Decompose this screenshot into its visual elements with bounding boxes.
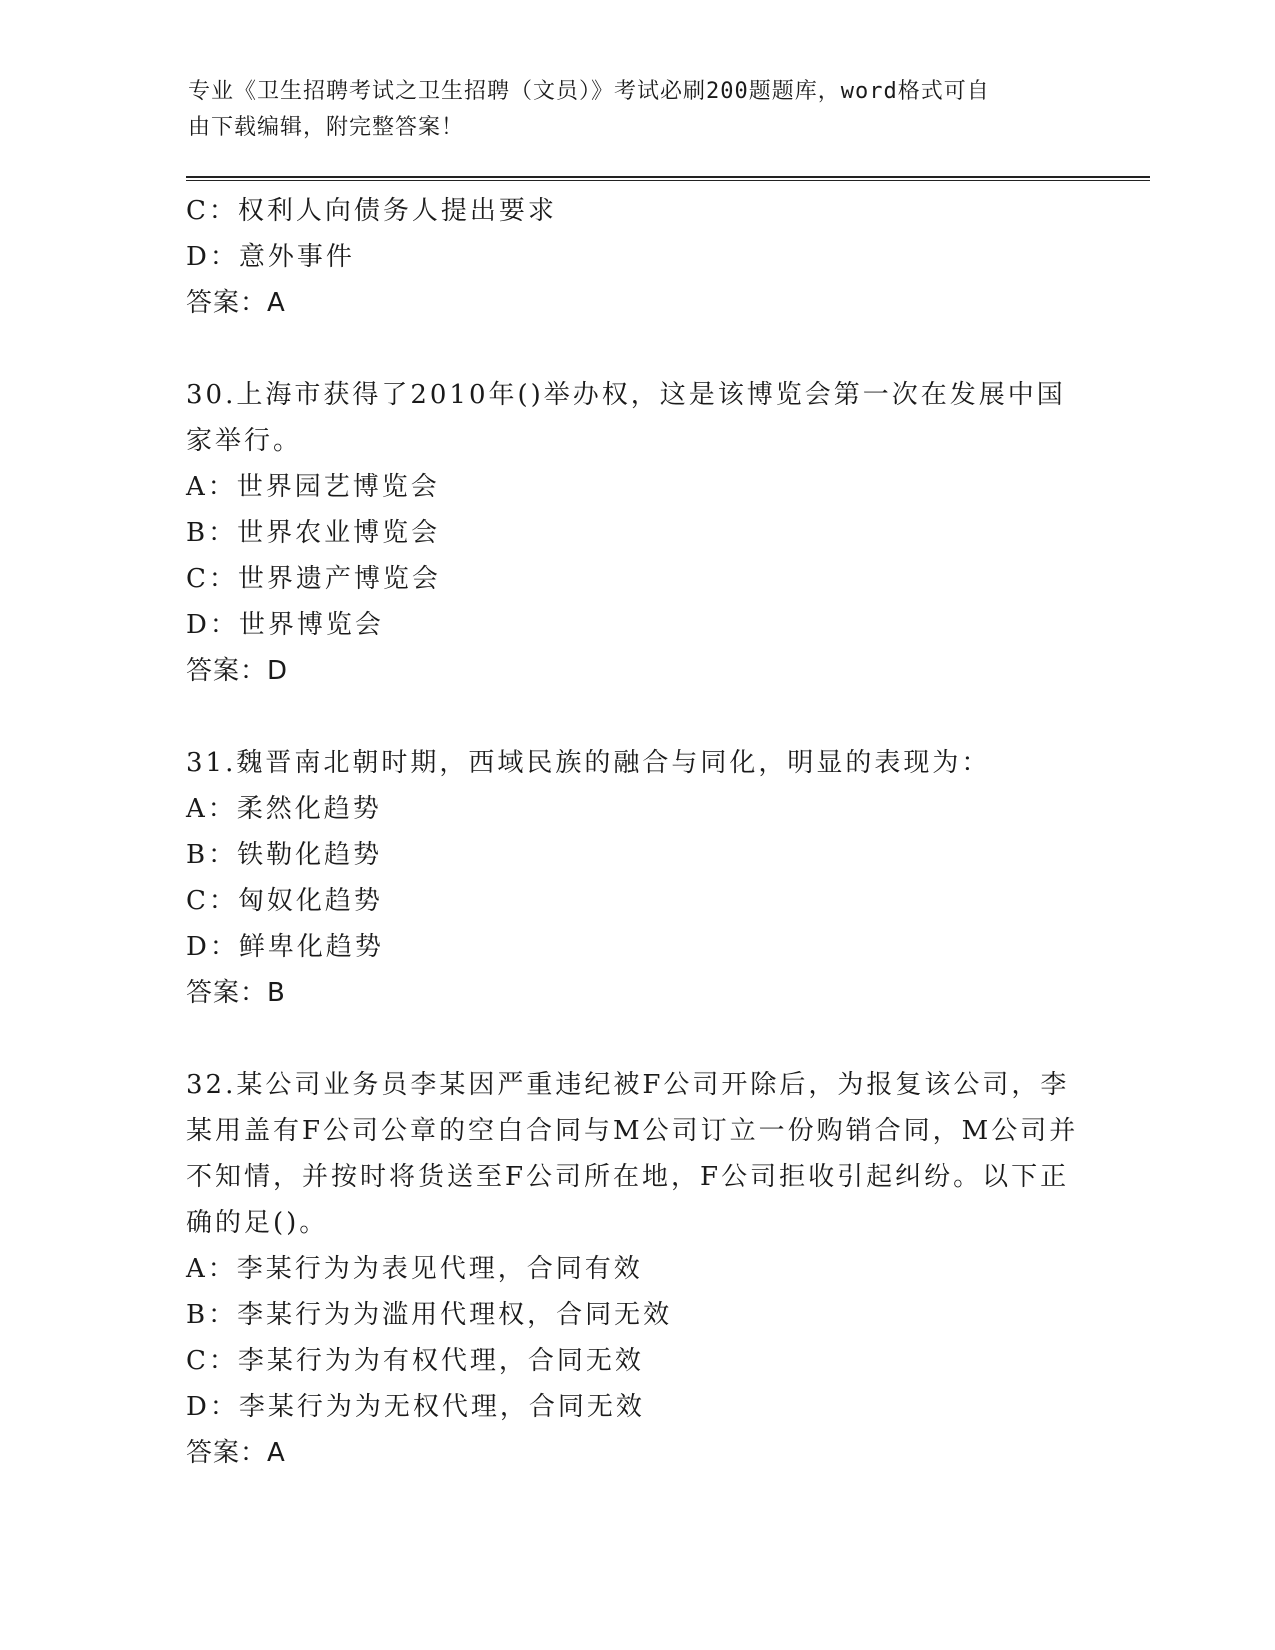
answer-label: 答案：D bbox=[186, 656, 289, 686]
spacer bbox=[186, 1016, 1086, 1062]
answer-label: 答案：A bbox=[186, 288, 286, 318]
option-c: C：权利人向债务人提出要求 bbox=[186, 196, 557, 226]
question-text-cont: 家举行。 bbox=[186, 426, 303, 456]
option-a: A：李某行为为表见代理，合同有效 bbox=[186, 1254, 643, 1284]
header-divider bbox=[186, 176, 1150, 181]
question-text: 31.魏晋南北朝时期，西域民族的融合与同化，明显的表现为： bbox=[186, 748, 991, 778]
question-text-cont: 某用盖有F公司公章的空白合同与M公司订立一份购销合同，M公司并 bbox=[186, 1116, 1079, 1146]
option-c: C：世界遗产博览会 bbox=[186, 564, 441, 594]
question-29-tail bbox=[186, 188, 1086, 326]
option-c: C：匈奴化趋势 bbox=[186, 886, 383, 916]
spacer bbox=[186, 326, 1086, 372]
question-text: 30.上海市获得了2010年()举办权，这是该博览会第一次在发展中国 bbox=[186, 380, 1066, 410]
option-d: D：意外事件 bbox=[186, 242, 355, 272]
document-body bbox=[186, 188, 1086, 1476]
option-c: C：李某行为为有权代理，合同无效 bbox=[186, 1346, 644, 1376]
spacer bbox=[186, 694, 1086, 740]
question-32 bbox=[186, 1062, 1086, 1476]
option-d: D：李某行为为无权代理，合同无效 bbox=[186, 1392, 645, 1422]
option-b: B：铁勒化趋势 bbox=[186, 840, 383, 870]
header-title-line-2: 由下载编辑，附完整答案！ bbox=[188, 115, 465, 140]
option-d: D：世界博览会 bbox=[186, 610, 384, 640]
answer-label: 答案：B bbox=[186, 978, 286, 1008]
question-31 bbox=[186, 740, 1086, 1016]
document-header bbox=[188, 74, 1068, 146]
option-a: A：柔然化趋势 bbox=[186, 794, 382, 824]
option-b: B：李某行为为滥用代理权，合同无效 bbox=[186, 1300, 673, 1330]
option-d: D：鲜卑化趋势 bbox=[186, 932, 384, 962]
question-text: 32.某公司业务员李某因严重违纪被F公司开除后，为报复该公司，李 bbox=[186, 1070, 1070, 1100]
question-text-cont: 不知情，并按时将货送至F公司所在地，F公司拒收引起纠纷。以下正 bbox=[186, 1162, 1070, 1192]
header-title-line-1: 专业《卫生招聘考试之卫生招聘（文员）》考试必刷200题题库，word格式可自 bbox=[188, 79, 990, 104]
question-text-cont: 确的足()。 bbox=[186, 1208, 329, 1238]
question-30 bbox=[186, 372, 1086, 694]
option-b: B：世界农业博览会 bbox=[186, 518, 441, 548]
option-a: A：世界园艺博览会 bbox=[186, 472, 440, 502]
answer-label: 答案：A bbox=[186, 1438, 286, 1468]
